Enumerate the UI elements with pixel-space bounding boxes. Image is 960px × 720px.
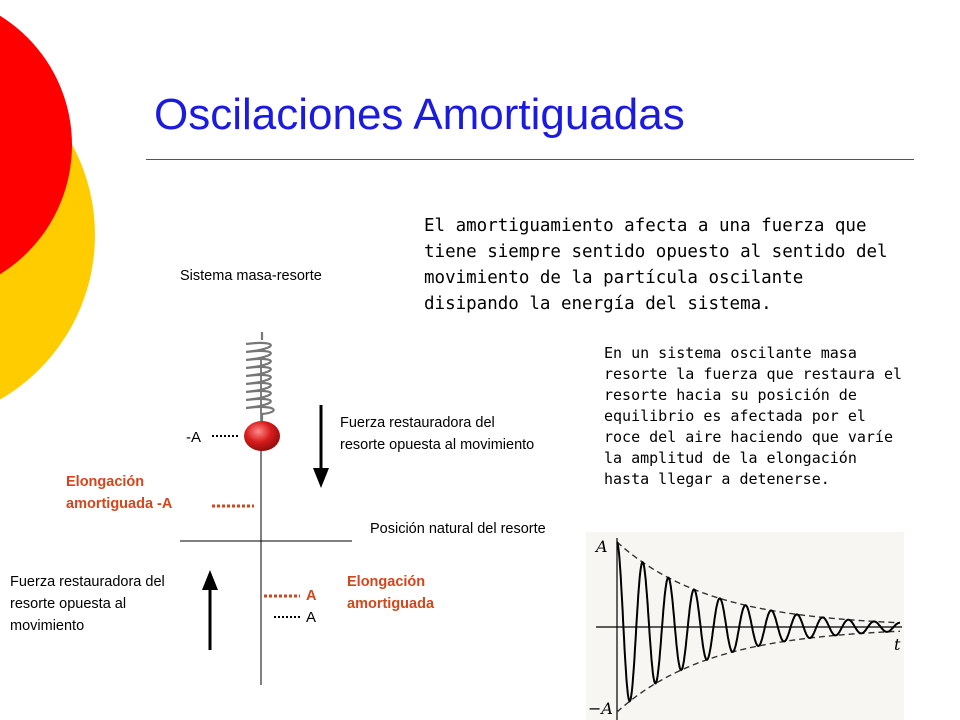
side-paragraph: En un sistema oscilante masa resorte la fuerza que restaura el resorte hacia su posición de equilibrio es afectada por el roce del aire haciendo que varíe la amplitud de la elongación hasta llegar a detenerse.	[604, 344, 903, 488]
natural-position-label: Posición natural del resorte	[370, 521, 546, 537]
graph-background	[586, 532, 904, 720]
graph-x-label: t	[894, 635, 901, 654]
mass-ball-icon	[244, 421, 280, 451]
elong-pos-a-label: A	[306, 588, 317, 604]
a-label: A	[306, 609, 317, 626]
graph-y-bottom-label: −A	[588, 699, 613, 718]
intro-paragraph: El amortiguamiento afecta a una fuerza que tiene siempre sentido opuesto al sentido del movimiento de la partícula oscilante disipando la energía del sistema.	[424, 216, 888, 314]
page-title: Oscilaciones Amortiguadas	[154, 90, 685, 139]
force-down-label: Fuerza restauradora del resorte opuesta al movimiento	[340, 415, 535, 453]
system-label: Sistema masa-resorte	[180, 268, 322, 284]
arrow-down-icon	[313, 405, 329, 488]
graph-y-top-label: A	[596, 537, 608, 556]
minus-a-label: -A	[186, 429, 201, 446]
elong-pos-label: Elongación amortiguada	[347, 574, 435, 612]
elong-neg-label: Elongación amortiguada -A	[66, 474, 173, 512]
damped-oscillation-graph	[586, 532, 904, 720]
spring-icon	[246, 332, 274, 424]
force-up-label: Fuerza restauradora del resorte opuesta al movimiento	[10, 574, 165, 634]
arrow-up-icon	[202, 570, 218, 650]
